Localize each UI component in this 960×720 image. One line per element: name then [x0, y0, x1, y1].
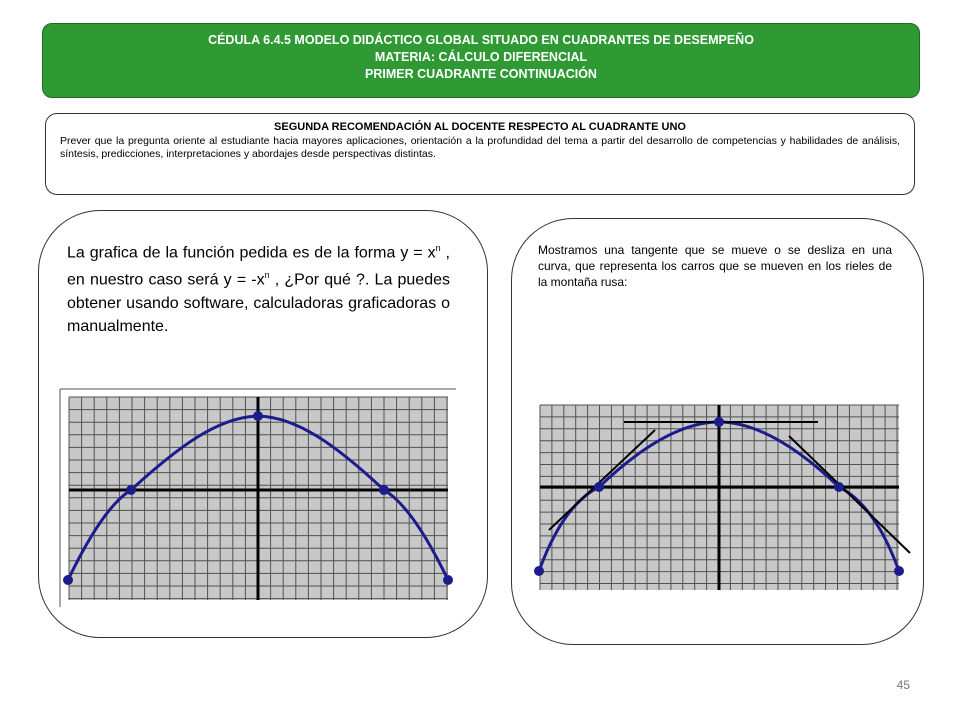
left-text-part-b: , en nuestro caso será y = -x [67, 244, 450, 289]
recommendation-title: SEGUNDA RECOMENDACIÓN AL DOCENTE RESPECTO AL CUADRANTE UNO [274, 121, 686, 133]
right-panel-text: Mostramos una tangente que se mueve o se desliza en una curva, que representa los carros que se mueven en los rieles de la montaña rusa: [538, 243, 892, 289]
page-number: 45 [896, 678, 910, 692]
right-graph-point [534, 566, 544, 576]
recommendation-text: Prever que la pregunta oriente al estudiante hacia mayores aplicaciones, orientación a la profundidad del tema a partir del desarrollo de competencias y habilidades de análisis, síntesis, predicciones, interpretaciones y abordajes desde perspectivas distintas. [60, 135, 900, 160]
right-graph-point [894, 566, 904, 576]
left-text-sup-a: n [435, 243, 441, 253]
header-banner [42, 23, 920, 98]
header-quadrant: PRIMER CUADRANTE CONTINUACIÓN [365, 67, 597, 81]
left-panel-text [67, 237, 450, 338]
left-graph-point [253, 411, 263, 421]
right-graph-point [594, 482, 604, 492]
header-subject: MATERIA: CÁLCULO DIFERENCIAL [374, 50, 588, 64]
left-graph [58, 387, 458, 612]
left-text-part-a: La grafica de la función pedida es de la forma y = x [67, 244, 436, 262]
right-graph [533, 400, 913, 600]
left-graph-point [126, 485, 136, 495]
left-graph-point [63, 575, 73, 585]
left-text-sup-b: n [264, 270, 270, 281]
left-text-part-c: , ¿Por qué ?. La puedes obtener usando software, calculadoras graficadoras o manualmente. [67, 271, 450, 335]
left-graph-point [443, 575, 453, 585]
header-title: CÉDULA 6.4.5 MODELO DIDÁCTICO GLOBAL SITUADO EN CUADRANTES DE DESEMPEÑO [208, 33, 754, 47]
left-graph-point [379, 485, 389, 495]
right-graph-point [714, 417, 724, 427]
recommendation-box [45, 113, 915, 195]
right-graph-point [834, 482, 844, 492]
